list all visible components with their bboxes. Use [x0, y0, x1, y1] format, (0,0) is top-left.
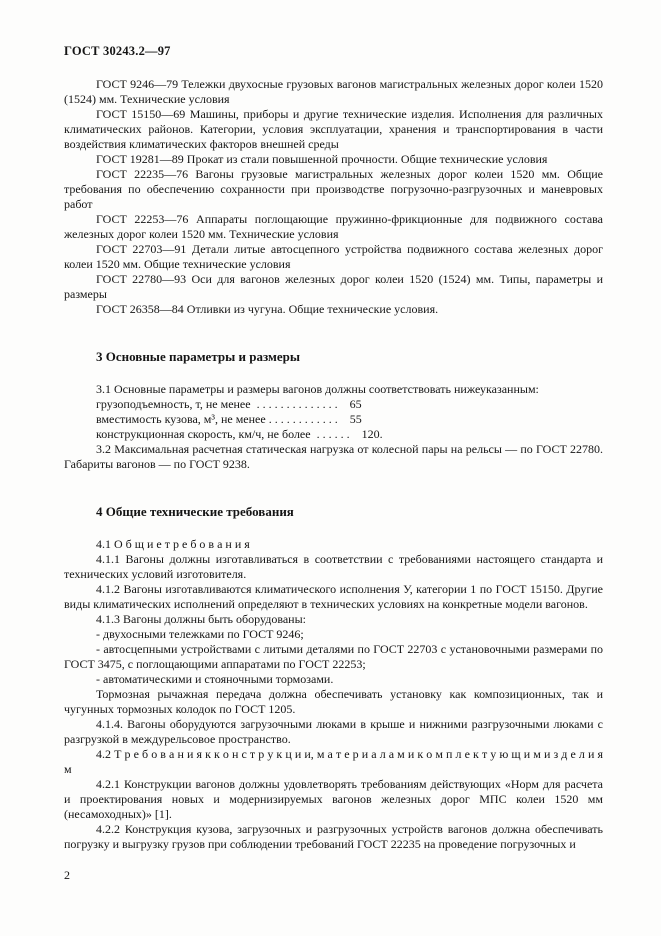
paragraph: 4.1.2 Вагоны изготавливаются климатического исполнения У, категории 1 по ГОСТ 15150. Другие виды климатических исполнений определяют в технических условиях на конкретные модели вагонов.: [64, 582, 603, 611]
parameter-line: грузоподъемность, т, не менее . . . . . . . . . . . . . . 65: [96, 397, 362, 411]
paragraph: 4.1.1 Вагоны должны изготавливаться в соответствии с требованиями настоящего стандарта и технических условий изготовителя.: [64, 552, 603, 581]
paragraph: ГОСТ 26358—84 Отливки из чугуна. Общие технические условия.: [96, 302, 439, 316]
paragraph: ГОСТ 22235—76 Вагоны грузовые магистральных железных дорог колеи 1520 мм. Общие требования по обеспечению сохранности при производстве погрузочно-разгрузочных и маневровых работ: [64, 167, 603, 211]
parameter-line: вместимость кузова, м³, не менее . . . . . . . . . . . . 55: [96, 412, 362, 426]
paragraph: - двухосными тележками по ГОСТ 9246;: [96, 627, 304, 641]
paragraph: - автосцепными устройствами с литыми деталями по ГОСТ 22703 с установочными размерами по ГОСТ 3475, с поглощающими аппаратами по ГОСТ 22253;: [64, 642, 603, 671]
paragraph: 4.2.1 Конструкции вагонов должны удовлетворять требованиям действующих «Норм для расчета и проектирования новых и модернизируемых вагонов железных дорог МПС колеи 1520 мм (несамоходных)» [1].: [64, 777, 603, 821]
paragraph: 3.1 Основные параметры и размеры вагонов должны соответствовать нижеуказанным:: [96, 382, 539, 396]
paragraph: ГОСТ 22780—93 Оси для вагонов железных дорог колеи 1520 (1524) мм. Типы, параметры и размеры: [64, 272, 603, 301]
parameter-line: конструкционная скорость, км/ч, не более . . . . . . 120.: [96, 427, 383, 441]
paragraph: 4.1 О б щ и е т р е б о в а н и я: [96, 537, 250, 551]
paragraph: 4.2.2 Конструкция кузова, загрузочных и разгрузочных устройств вагонов должна обеспечивать погрузку и выгрузку грузов при соблюдении требований ГОСТ 22235 на проведение погрузочных и: [64, 822, 603, 851]
paragraph: Тормозная рычажная передача должна обеспечивать установку как композиционных, так и чугунных тормозных колодок по ГОСТ 1205.: [64, 687, 603, 716]
paragraph: ГОСТ 22703—91 Детали литые автосцепного устройства подвижного состава железных дорог колеи 1520 мм. Общие технические условия: [64, 242, 603, 271]
document-content: [64, 77, 603, 852]
paragraph: 3.2 Максимальная расчетная статическая нагрузка от колесной пары на рельсы — по ГОСТ 22780. Габариты вагонов — по ГОСТ 9238.: [64, 442, 603, 471]
paragraph: 4.1.4. Вагоны оборудуются загрузочными люками в крыше и нижними разгрузочными люками с разгрузкой в междурельсовое пространство.: [64, 717, 603, 746]
paragraph: ГОСТ 19281—89 Прокат из стали повышенной прочности. Общие технические условия: [96, 152, 548, 166]
paragraph: 4.2 Т р е б о в а н и я к к о н с т р у к ц и и, м а т е р и а л а м и к о м п л е к т у ю щ и м и з д е л и я м: [64, 747, 603, 776]
document-header: ГОСТ 30243.2—97: [64, 44, 171, 58]
page-number: 2: [64, 868, 70, 882]
paragraph: ГОСТ 9246—79 Тележки двухосные грузовых вагонов магистральных железных дорог колеи 1520 (1524) мм. Технические условия: [64, 77, 603, 106]
paragraph: ГОСТ 22253—76 Аппараты поглощающие пружинно-фрикционные для подвижного состава железных дорог колеи 1520 мм. Технические условия: [64, 212, 603, 241]
paragraph: ГОСТ 15150—69 Машины, приборы и другие технические изделия. Исполнения для различных климатических районов. Категории, условия эксплуатации, хранения и транспортирования в части воздействия климатических факторов внешней среды: [64, 107, 603, 151]
section-heading: 3 Основные параметры и размеры: [96, 349, 301, 364]
section-heading: 4 Общие технические требования: [96, 504, 294, 519]
paragraph: 4.1.3 Вагоны должны быть оборудованы:: [96, 612, 306, 626]
paragraph: - автоматическими и стояночными тормозами.: [96, 672, 334, 686]
